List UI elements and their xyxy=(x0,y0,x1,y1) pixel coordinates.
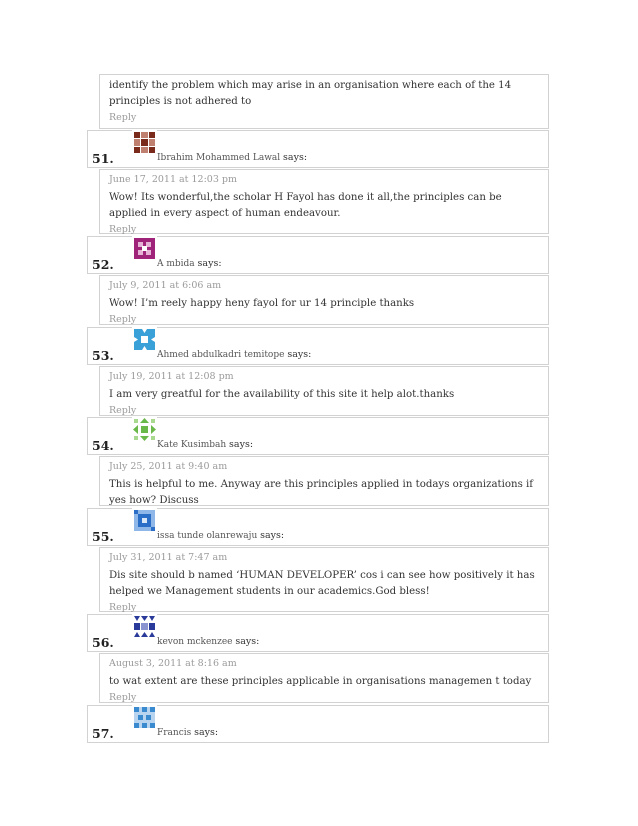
comment-body-box xyxy=(99,547,549,612)
comment-text: This is helpful to me. Anyway are this principles applied in todays organizations if yes how? Discuss xyxy=(109,479,534,506)
reply-link[interactable]: Reply xyxy=(109,314,137,325)
comment-body-box xyxy=(99,456,549,506)
comment-text: identify the problem which may arise in an organisation where each of the 14 principles is not adhered to xyxy=(109,80,512,107)
comment-date[interactable]: June 17, 2011 at 12:03 pm xyxy=(109,174,237,185)
comment-number: 55. xyxy=(92,529,114,544)
comment-header xyxy=(87,508,549,546)
reply-link[interactable]: Reply xyxy=(109,602,137,613)
comment-body-box xyxy=(99,169,549,234)
avatar-icon xyxy=(132,508,157,533)
comment-header xyxy=(87,327,549,365)
comment-number: 54. xyxy=(92,438,114,453)
author-name[interactable]: Ahmed abdulkadri temitope xyxy=(157,350,285,360)
comment-number: 51. xyxy=(92,151,114,166)
comment-body-box xyxy=(99,366,549,416)
author-name[interactable]: kevon mckenzee xyxy=(157,637,233,647)
comment-text: to wat extent are these principles applicable in organisations managemen t today xyxy=(109,676,532,687)
says-label: says: xyxy=(287,349,312,360)
comment-date[interactable]: August 3, 2011 at 8:16 am xyxy=(109,658,237,669)
comment-author[interactable] xyxy=(157,258,222,269)
says-label: says: xyxy=(197,258,222,269)
reply-link[interactable]: Reply xyxy=(109,692,137,703)
comment-text: Wow! Its wonderful,the scholar H Fayol has done it all,the principles can be applied in every aspect of human endeavour. xyxy=(109,192,502,219)
author-name[interactable]: Kate Kusimbah xyxy=(157,440,227,450)
comment-header xyxy=(87,614,549,652)
comment-body-box xyxy=(99,653,549,703)
comment-text: I am very greatful for the availability of this site it help alot.thanks xyxy=(109,389,455,400)
avatar-icon xyxy=(132,705,157,730)
comment-author[interactable] xyxy=(157,636,259,647)
author-name[interactable]: issa tunde olanrewaju xyxy=(157,531,258,541)
comment-header xyxy=(87,705,549,743)
comment-header xyxy=(87,236,549,274)
author-name[interactable]: Ibrahim Mohammed Lawal xyxy=(157,153,281,163)
comment-text: Wow! I’m reely happy heny fayol for ur 14 principle thanks xyxy=(109,298,415,309)
reply-link[interactable]: Reply xyxy=(109,224,137,235)
comment-author[interactable] xyxy=(157,152,307,163)
comment-date[interactable]: July 25, 2011 at 9:40 am xyxy=(109,461,228,472)
comment-date[interactable]: July 31, 2011 at 7:47 am xyxy=(109,552,228,563)
reply-link[interactable]: Reply xyxy=(109,405,137,416)
comment-number: 53. xyxy=(92,348,114,363)
avatar-icon xyxy=(132,327,157,352)
comment-header xyxy=(87,130,549,168)
comment-author[interactable] xyxy=(157,349,311,360)
says-label: says: xyxy=(260,530,285,541)
comment-text: Dis site should b named ‘HUMAN DEVELOPER’ cos i can see how positively it has helped we Management students in our academics.God bless! xyxy=(109,570,535,597)
comment-number: 52. xyxy=(92,257,114,272)
author-name[interactable]: Francis xyxy=(157,728,192,738)
says-label: says: xyxy=(194,727,219,738)
comment-date[interactable]: July 9, 2011 at 6:06 am xyxy=(109,280,222,291)
comment-body-box xyxy=(99,74,549,129)
comment-number: 56. xyxy=(92,635,114,650)
comment-header xyxy=(87,417,549,455)
comment-number: 57. xyxy=(92,726,114,741)
comment-author[interactable] xyxy=(157,530,284,541)
comment-author[interactable] xyxy=(157,439,253,450)
avatar-icon xyxy=(132,130,157,155)
avatar-icon xyxy=(132,417,157,442)
says-label: says: xyxy=(235,636,260,647)
comment-date[interactable]: July 19, 2011 at 12:08 pm xyxy=(109,371,234,382)
author-name[interactable]: A mbida xyxy=(157,259,195,269)
says-label: says: xyxy=(283,152,308,163)
avatar-icon xyxy=(132,236,157,261)
says-label: says: xyxy=(229,439,254,450)
reply-link[interactable]: Reply xyxy=(109,112,137,123)
comment-body-box xyxy=(99,275,549,325)
avatar-icon xyxy=(132,614,157,639)
comment-author[interactable] xyxy=(157,727,218,738)
